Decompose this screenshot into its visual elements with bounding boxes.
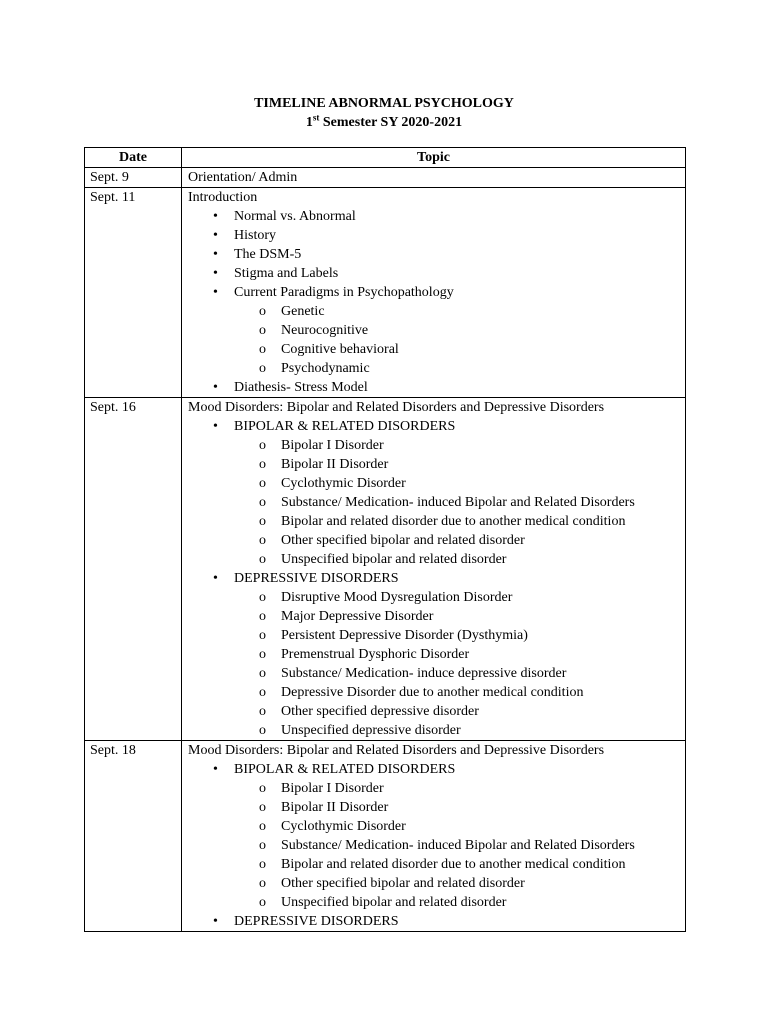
circle-bullet-icon: o (259, 857, 266, 872)
timeline-table (84, 147, 686, 932)
bullet-icon: • (213, 266, 218, 281)
circle-bullet-icon: o (259, 628, 266, 643)
circle-bullet-icon: o (259, 590, 266, 605)
circle-bullet-icon: o (259, 361, 266, 376)
sub-list-item-text: Depressive Disorder due to another medical condition (281, 685, 584, 700)
circle-bullet-icon: o (259, 552, 266, 567)
list-item (213, 912, 685, 931)
circle-bullet-icon: o (259, 457, 266, 472)
sub-list-item (259, 359, 685, 378)
sub-list-item-text: Bipolar II Disorder (281, 800, 389, 815)
list-item (213, 226, 685, 245)
bullet-icon: • (213, 914, 218, 929)
date-column-header: Date (85, 148, 182, 168)
circle-bullet-icon: o (259, 514, 266, 529)
bullet-icon: • (213, 228, 218, 243)
sub-list-item-text: Substance/ Medication- induced Bipolar and Related Disorders (281, 495, 635, 510)
topic-cell (182, 188, 686, 398)
sub-list-item (259, 550, 685, 569)
list-item-text: BIPOLAR & RELATED DISORDERS (234, 419, 456, 434)
sub-list (234, 302, 685, 378)
document-title (0, 94, 768, 132)
title-line-2 (0, 113, 768, 132)
list-item-text: DEPRESSIVE DISORDERS (234, 914, 399, 929)
circle-bullet-icon: o (259, 876, 266, 891)
sub-list-item-text: Bipolar I Disorder (281, 781, 384, 796)
sub-list-item-text: Bipolar I Disorder (281, 438, 384, 453)
sub-list-item-text: Persistent Depressive Disorder (Dysthymia) (281, 628, 528, 643)
sub-list-item-text: Premenstrual Dysphoric Disorder (281, 647, 470, 662)
sub-list-item (259, 874, 685, 893)
circle-bullet-icon: o (259, 723, 266, 738)
topic-list (188, 417, 685, 740)
sub-list-item (259, 493, 685, 512)
list-item (213, 417, 685, 569)
sub-list-item (259, 455, 685, 474)
bullet-icon: • (213, 285, 218, 300)
bullet-icon: • (213, 762, 218, 777)
list-item-text: Stigma and Labels (234, 266, 339, 281)
circle-bullet-icon: o (259, 838, 266, 853)
list-item-text: Diathesis- Stress Model (234, 380, 368, 395)
sub-list-item-text: Unspecified bipolar and related disorder (281, 895, 507, 910)
sub-list-item-text: Other specified bipolar and related disorder (281, 533, 525, 548)
circle-bullet-icon: o (259, 800, 266, 815)
list-item (213, 207, 685, 226)
circle-bullet-icon: o (259, 304, 266, 319)
topic-heading: Orientation/ Admin (188, 170, 298, 185)
sub-list-item-text: Substance/ Medication- induced Bipolar and Related Disorders (281, 838, 635, 853)
sub-list-item (259, 512, 685, 531)
sub-list-item (259, 798, 685, 817)
topic-column-header: Topic (182, 148, 686, 168)
circle-bullet-icon: o (259, 495, 266, 510)
circle-bullet-icon: o (259, 438, 266, 453)
circle-bullet-icon: o (259, 323, 266, 338)
sub-list-item (259, 340, 685, 359)
sub-list-item-text: Neurocognitive (281, 323, 369, 338)
list-item (213, 760, 685, 912)
topic-list (188, 207, 685, 397)
bullet-icon: • (213, 247, 218, 262)
circle-bullet-icon: o (259, 666, 266, 681)
circle-bullet-icon: o (259, 781, 266, 796)
topic-list (188, 760, 685, 931)
circle-bullet-icon: o (259, 895, 266, 910)
list-item-text: DEPRESSIVE DISORDERS (234, 571, 399, 586)
circle-bullet-icon: o (259, 704, 266, 719)
bullet-icon: • (213, 209, 218, 224)
timeline-body (85, 168, 686, 932)
sub-list-item (259, 836, 685, 855)
list-item-text: Current Paradigms in Psychopathology (234, 285, 454, 300)
list-item (213, 378, 685, 397)
bullet-icon: • (213, 380, 218, 395)
list-item-text: Normal vs. Abnormal (234, 209, 356, 224)
circle-bullet-icon: o (259, 476, 266, 491)
sub-list-item (259, 626, 685, 645)
date-cell: Sept. 18 (85, 741, 182, 932)
topic-heading: Mood Disorders: Bipolar and Related Disorders and Depressive Disorders (188, 743, 605, 758)
sub-list-item-text: Unspecified depressive disorder (281, 723, 461, 738)
date-cell: Sept. 9 (85, 168, 182, 188)
circle-bullet-icon: o (259, 647, 266, 662)
sub-list-item (259, 779, 685, 798)
circle-bullet-icon: o (259, 609, 266, 624)
list-item (213, 264, 685, 283)
sub-list-item (259, 817, 685, 836)
semester-ordinal-suffix: st (312, 112, 320, 123)
sub-list-item (259, 855, 685, 874)
circle-bullet-icon: o (259, 533, 266, 548)
sub-list-item (259, 474, 685, 493)
date-cell: Sept. 11 (85, 188, 182, 398)
sub-list-item-text: Major Depressive Disorder (281, 609, 434, 624)
list-item-text: History (234, 228, 276, 243)
sub-list-item-text: Bipolar II Disorder (281, 457, 389, 472)
sub-list-item (259, 664, 685, 683)
sub-list-item (259, 302, 685, 321)
sub-list-item (259, 607, 685, 626)
sub-list-item-text: Psychodynamic (281, 361, 370, 376)
sub-list-item-text: Unspecified bipolar and related disorder (281, 552, 507, 567)
sub-list (234, 779, 685, 912)
sub-list-item-text: Bipolar and related disorder due to another medical condition (281, 857, 626, 872)
sub-list-item (259, 645, 685, 664)
sub-list (234, 436, 685, 569)
sub-list-item-text: Cyclothymic Disorder (281, 819, 406, 834)
semester-number: 1 (305, 115, 313, 130)
topic-heading: Introduction (188, 190, 258, 205)
bullet-icon: • (213, 419, 218, 434)
list-item (213, 283, 685, 378)
sub-list-item-text: Disruptive Mood Dysregulation Disorder (281, 590, 513, 605)
title-line-1: TIMELINE ABNORMAL PSYCHOLOGY (254, 96, 514, 111)
table-row (85, 188, 686, 398)
sub-list-item (259, 721, 685, 740)
semester-label: Semester SY 2020-2021 (319, 115, 463, 130)
sub-list-item (259, 588, 685, 607)
sub-list (234, 588, 685, 740)
circle-bullet-icon: o (259, 819, 266, 834)
list-item (213, 245, 685, 264)
sub-list-item-text: Cyclothymic Disorder (281, 476, 406, 491)
topic-heading: Mood Disorders: Bipolar and Related Disorders and Depressive Disorders (188, 400, 605, 415)
table-row (85, 741, 686, 932)
topic-cell (182, 398, 686, 741)
sub-list-item-text: Bipolar and related disorder due to another medical condition (281, 514, 626, 529)
sub-list-item (259, 702, 685, 721)
table-row (85, 168, 686, 188)
table-row (85, 398, 686, 741)
sub-list-item (259, 683, 685, 702)
sub-list-item (259, 436, 685, 455)
date-cell: Sept. 16 (85, 398, 182, 741)
sub-list-item-text: Other specified bipolar and related disorder (281, 876, 525, 891)
bullet-icon: • (213, 571, 218, 586)
list-item (213, 569, 685, 740)
sub-list-item (259, 893, 685, 912)
circle-bullet-icon: o (259, 685, 266, 700)
sub-list-item-text: Other specified depressive disorder (281, 704, 479, 719)
sub-list-item (259, 321, 685, 340)
list-item-text: The DSM-5 (234, 247, 302, 262)
sub-list-item (259, 531, 685, 550)
sub-list-item-text: Cognitive behavioral (281, 342, 399, 357)
sub-list-item-text: Genetic (281, 304, 325, 319)
list-item-text: BIPOLAR & RELATED DISORDERS (234, 762, 456, 777)
topic-cell (182, 168, 686, 188)
table-header-row (85, 148, 686, 168)
circle-bullet-icon: o (259, 342, 266, 357)
topic-cell (182, 741, 686, 932)
sub-list-item-text: Substance/ Medication- induce depressive disorder (281, 666, 567, 681)
